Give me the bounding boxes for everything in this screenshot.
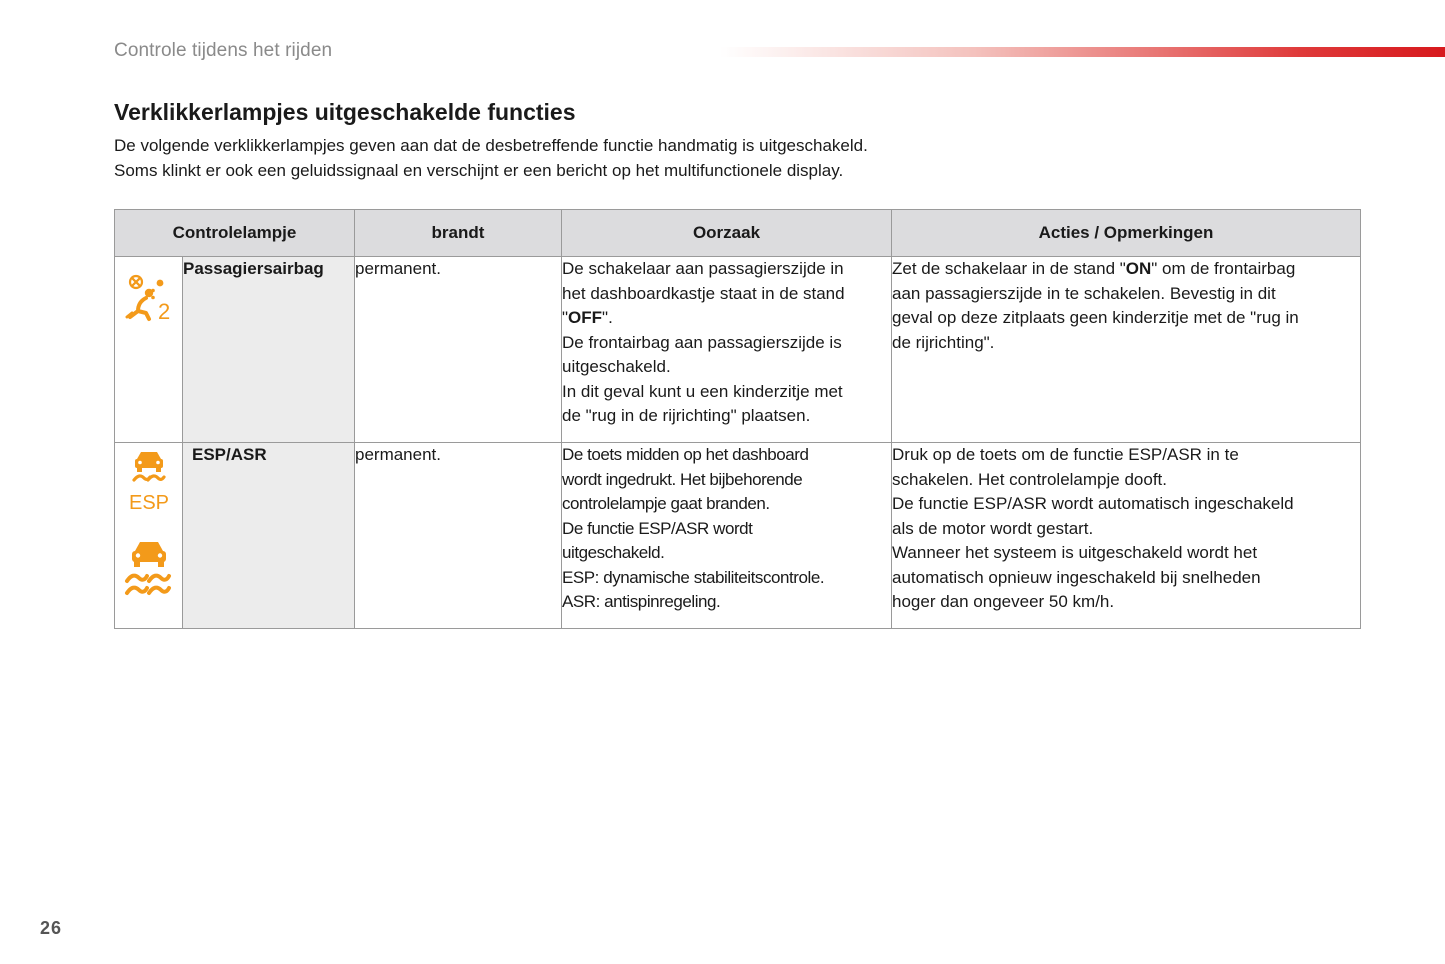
action-line: schakelen. Het controlelampje dooft.	[892, 469, 1167, 489]
cause-line: De frontairbag aan passagierszijde is	[562, 332, 842, 352]
intro-text	[114, 134, 1114, 183]
esp-icon-label: ESP	[128, 492, 169, 513]
action-line: automatisch opnieuw ingeschakeld bij snelheden	[892, 567, 1261, 587]
lamp-action	[892, 443, 1361, 629]
cause-line: In dit geval kunt u een kinderzitje met	[562, 381, 843, 401]
page-number: 26	[40, 918, 63, 938]
cause-line: uitgeschakeld.	[562, 543, 665, 562]
lamp-name: Passagiersairbag	[183, 257, 355, 443]
lamp-cause	[562, 443, 892, 629]
cause-line: De schakelaar aan passagierszijde in	[562, 259, 844, 278]
lamp-cause	[562, 257, 892, 443]
cause-line: controlelampje gaat branden.	[562, 494, 770, 513]
action-line: De functie ESP/ASR wordt automatisch ingeschakeld	[892, 494, 1294, 513]
lamp-name: ESP/ASR	[183, 443, 355, 629]
table-row	[115, 443, 1361, 629]
cause-off-keyword: OFF	[568, 308, 603, 327]
cause-line: het dashboardkastje staat in de stand	[562, 283, 845, 303]
cause-line: de "rug in de rijrichting" plaatsen.	[562, 406, 811, 425]
intro-line: Soms klinkt er ook een geluidssignaal en verschijnt er een bericht op het multifunctionele display.	[114, 160, 844, 180]
running-header: Controle tijdens het rijden	[114, 40, 333, 61]
passenger-airbag-off-icon	[122, 273, 176, 323]
action-text: " om de frontairbag	[1151, 259, 1296, 278]
cause-quote: "	[562, 308, 569, 327]
table-row	[115, 257, 1361, 443]
icon-cell	[115, 443, 183, 629]
svg-text:2: 2	[157, 299, 170, 323]
lamp-action	[892, 257, 1361, 443]
section-title: Verklikkerlampjes uitgeschakelde functies	[114, 99, 576, 125]
cause-line: De functie ESP/ASR wordt	[562, 518, 753, 538]
cause-line: ESP: dynamische stabiliteitscontrole.	[562, 567, 825, 587]
header-controlelampje: Controlelampje	[115, 210, 355, 257]
action-line: als de motor wordt gestart.	[892, 518, 1094, 538]
intro-line: De volgende verklikkerlampjes geven aan dat de desbetreffende functie handmatig is uitgeschakeld.	[114, 136, 868, 155]
cause-line: De toets midden op het dashboard	[562, 445, 809, 464]
lamp-state: permanent.	[355, 257, 562, 443]
cause-quote: ".	[602, 308, 613, 327]
esp-off-icon	[127, 449, 171, 513]
action-line: hoger dan ongeveer 50 km/h.	[892, 592, 1115, 611]
action-line: geval op deze zitplaats geen kinderzitje met de "rug in	[892, 308, 1299, 327]
header-accent-bar	[720, 47, 1445, 57]
warning-lamps-table	[114, 209, 1361, 629]
action-on-keyword: ON	[1125, 259, 1152, 278]
action-line: aan passagierszijde in te schakelen. Bevestig in dit	[892, 283, 1276, 303]
header-oorzaak: Oorzaak	[562, 210, 892, 257]
action-text: Zet de schakelaar in de stand "	[892, 259, 1126, 278]
action-line: de rijrichting".	[892, 332, 995, 352]
cause-line: uitgeschakeld.	[562, 357, 671, 376]
icon-cell	[115, 257, 183, 443]
action-line: Druk op de toets om de functie ESP/ASR in te	[892, 445, 1239, 464]
header-brandt: brandt	[355, 210, 562, 257]
table-header-row	[115, 210, 1361, 257]
header-acties: Acties / Opmerkingen	[892, 210, 1361, 257]
cause-line: ASR: antispinregeling.	[562, 592, 721, 611]
skid-car-icon	[123, 539, 175, 597]
cause-line: wordt ingedrukt. Het bijbehorende	[562, 469, 803, 489]
action-line: Wanneer het systeem is uitgeschakeld wordt het	[892, 543, 1258, 562]
lamp-state: permanent.	[355, 443, 562, 629]
